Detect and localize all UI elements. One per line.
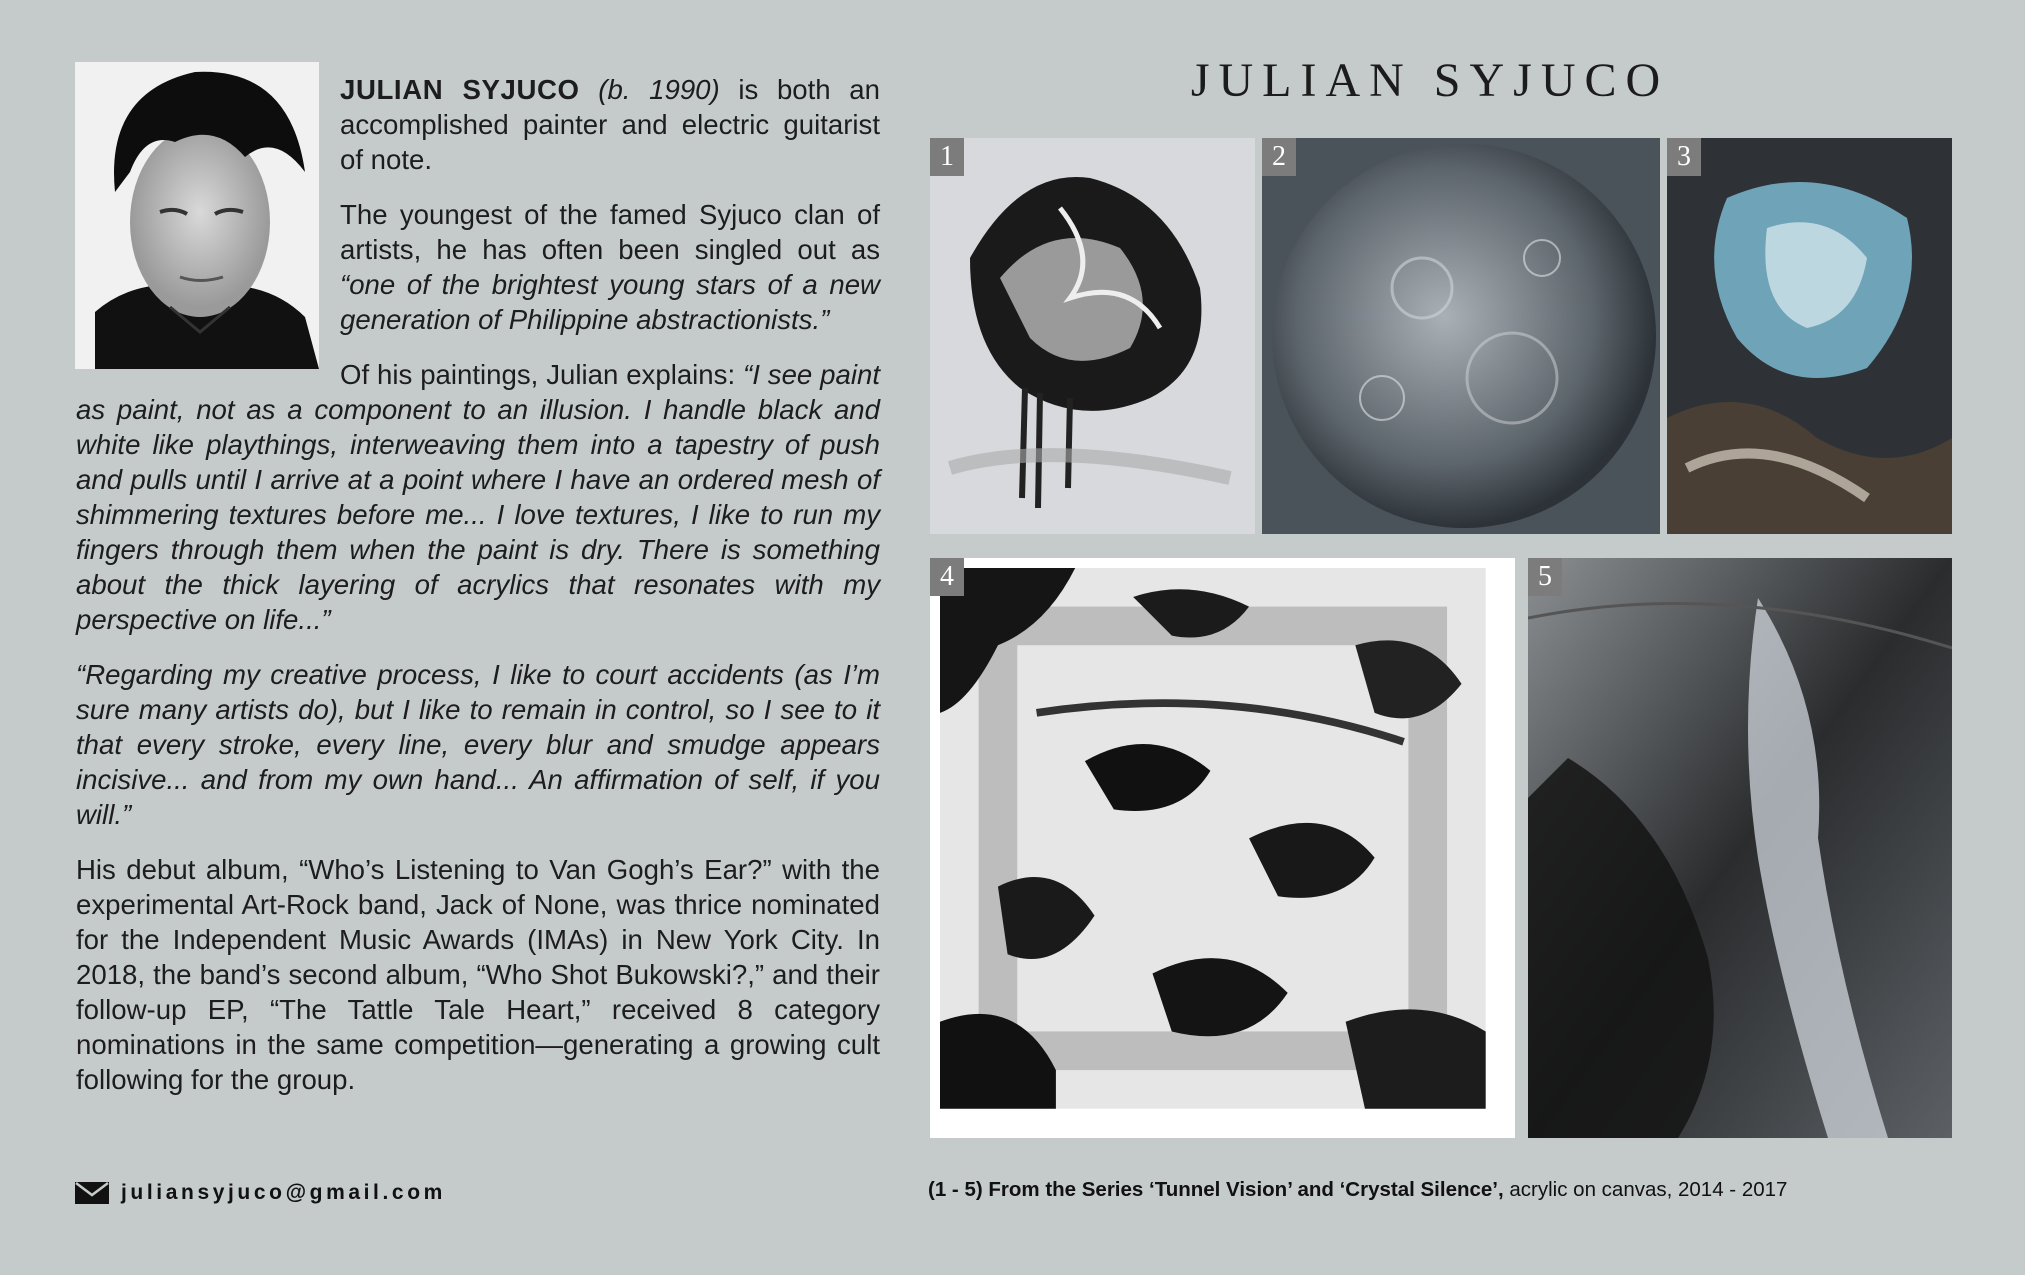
artwork-number: 5	[1528, 558, 1562, 596]
birth-year: (b. 1990)	[598, 74, 720, 105]
artwork-5	[1528, 558, 1952, 1138]
intro-text: is both an accomplished painter and electric guitarist of note.	[340, 74, 881, 175]
p2-text: The youngest of the famed Syjuco clan of artists, he has often been singled out as	[340, 199, 880, 265]
artwork-1	[930, 138, 1255, 534]
caption-medium: acrylic on canvas, 2014 - 2017	[1503, 1178, 1788, 1201]
contact-row	[75, 1178, 446, 1208]
artwork-caption	[928, 1178, 1787, 1202]
artwork-number: 3	[1667, 138, 1701, 176]
caption-series: (1 - 5) From the Series ‘Tunnel Vision’ and ‘Crystal Silence’,	[928, 1178, 1504, 1201]
artwork-2	[1262, 138, 1660, 534]
bio-paragraph-3	[76, 357, 880, 637]
page-title: JULIAN SYJUCO	[1190, 54, 1670, 107]
p3-quote: “I see paint as paint, not as a component to an illusion. I handle black and white like playthings, interweaving them into a tapestry of push and pulls until I arrive at a point where I have an ordered mesh of shimmering textures before me... I love textures, I like to run my fingers through them when the paint is dry. There is something about the thick layering of acrylics that resonates with my perspective on life...”	[76, 359, 880, 635]
artwork-number: 2	[1262, 138, 1296, 176]
artwork-number: 4	[930, 558, 964, 596]
bio-paragraph-5: His debut album, “Who’s Listening to Van Gogh’s Ear?” with the experimental Art-Rock band, Jack of None, was thrice nominated for the Independent Music Awards (IMAs) in New York City. In 2018, the band’s second album, “Who Shot Bukowski?,” and their follow-up EP, “The Tattle Tale Heart,” received 8 category nominations in the same competition—generating a growing cult following for the group.	[76, 854, 880, 1095]
artist-name: JULIAN SYJUCO	[340, 74, 580, 105]
artwork-number: 1	[930, 138, 964, 176]
bio-paragraph-4	[76, 657, 880, 832]
envelope-icon	[75, 1182, 109, 1204]
portrait-spacer	[76, 72, 340, 372]
email-link[interactable]: juliansyjuco@gmail.com	[121, 1181, 446, 1204]
biography	[76, 72, 880, 1117]
p2-quote: “one of the brightest young stars of a new generation of Philippine abstractionists.”	[340, 269, 880, 335]
artwork-4	[930, 558, 1515, 1138]
p4-quote: “Regarding my creative process, I like to court accidents (as I’m sure many artists do), but I like to remain in control, so I see to it that every stroke, every line, every blur and smudge appears incisive... and from my own hand... An affirmation of self, if you will.”	[76, 659, 880, 830]
p3-text: Of his paintings, Julian explains:	[340, 359, 744, 390]
artwork-3	[1667, 138, 1952, 534]
